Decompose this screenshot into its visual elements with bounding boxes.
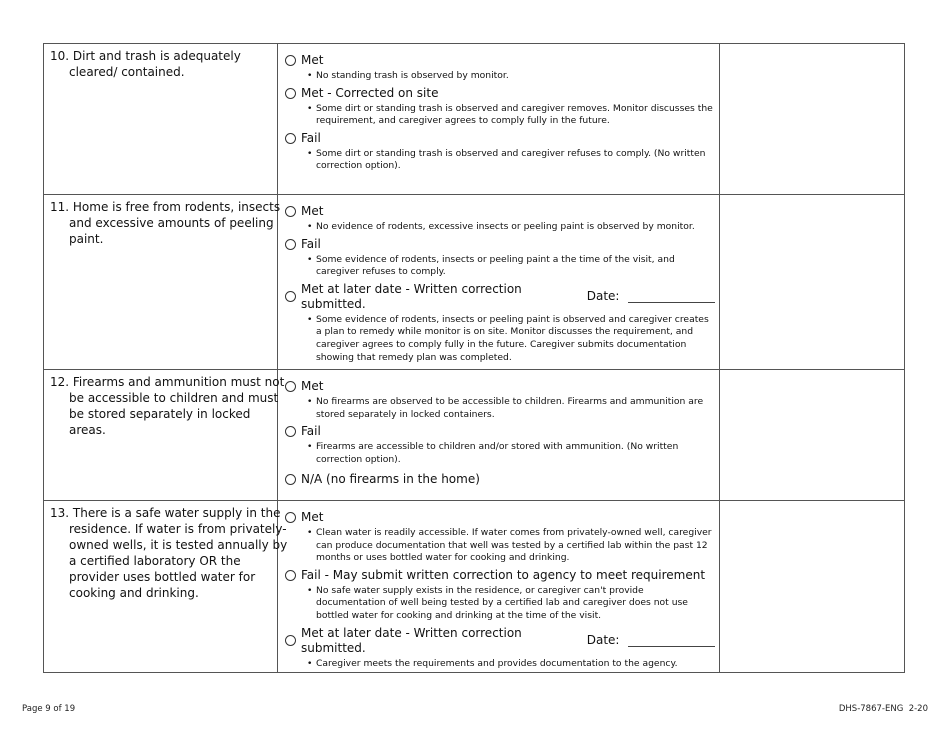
option-description: • No firearms are observed to be accessible to children. Firearms and ammunition are stored separately in locked containers. bbox=[307, 396, 704, 420]
option-description: • Some dirt or standing trash is observed and caregiver refuses to comply. (No written correction option). bbox=[307, 147, 706, 172]
option-description: • No evidence of rodents, excessive insects or peeling paint is observed by monitor. bbox=[307, 221, 695, 232]
radio-button[interactable] bbox=[285, 55, 296, 66]
options-group bbox=[285, 51, 715, 176]
option-met[interactable]: Met bbox=[285, 204, 715, 219]
table-row bbox=[44, 195, 904, 370]
table-row bbox=[44, 501, 904, 674]
radio-button[interactable] bbox=[285, 206, 296, 217]
option-met[interactable]: Met bbox=[285, 379, 715, 394]
requirement-text: 10. Dirt and trash is adequately cleared/ contained. bbox=[50, 49, 241, 79]
option-met-later-date[interactable]: Met at later date - Written correction submitted. Date: bbox=[285, 282, 715, 312]
table-row bbox=[44, 44, 904, 195]
date-field[interactable] bbox=[628, 291, 715, 303]
option-fail[interactable]: Fail bbox=[285, 424, 715, 439]
options-group bbox=[285, 377, 715, 487]
option-description: • Caregiver meets the requirements and provides documentation to the agency. bbox=[307, 657, 678, 669]
radio-button[interactable] bbox=[285, 570, 296, 581]
option-description: • Some evidence of rodents, insects or peeling paint is observed and caregiver creates a plan to remedy while monitor is on site. Monitor discusses the requirement, and caregiver agrees to comply fully in the future. Caregiver submits documentation showing that remedy plan was completed. bbox=[307, 313, 709, 363]
options-group bbox=[285, 508, 715, 673]
option-na[interactable]: N/A (no firearms in the home) bbox=[285, 472, 715, 487]
requirement-text: 13. There is a safe water supply in the residence. If water is from privately-owned wells, it is tested annually by a certified laboratory OR the provider uses bottled water for cooking and drinking. bbox=[50, 506, 288, 600]
option-fail[interactable]: Fail bbox=[285, 237, 715, 252]
requirement-text: 12. Firearms and ammunition must not be accessible to children and must be stored separately in locked areas. bbox=[50, 375, 285, 437]
radio-button[interactable] bbox=[285, 474, 296, 485]
radio-button[interactable] bbox=[285, 291, 296, 302]
radio-button[interactable] bbox=[285, 239, 296, 250]
option-description: • Firearms are accessible to children and/or stored with ammunition. (No written correction option). bbox=[307, 441, 679, 465]
date-label: Date: bbox=[586, 633, 620, 648]
radio-button[interactable] bbox=[285, 88, 296, 99]
option-description: • Clean water is readily accessible. If water comes from privately-owned well, caregiver can produce documentation that well was tested by a certified lab within the past 12 months or uses bottled water for cooking and drinking. bbox=[307, 527, 712, 564]
page-number: Page 9 of 19 bbox=[22, 704, 76, 714]
option-met-corrected[interactable]: Met - Corrected on site bbox=[285, 86, 715, 101]
requirement-text: 11. Home is free from rodents, insects and excessive amounts of peeling paint. bbox=[50, 200, 281, 246]
option-description: • Some dirt or standing trash is observed and caregiver removes. Monitor discusses the requirement, and caregiver agrees to comply fully in the future. bbox=[307, 102, 713, 127]
table-row bbox=[44, 370, 904, 501]
radio-button[interactable] bbox=[285, 381, 296, 392]
radio-button[interactable] bbox=[285, 133, 296, 144]
date-label: Date: bbox=[586, 289, 620, 304]
option-fail[interactable]: Fail bbox=[285, 131, 715, 146]
form-id: DHS-7867-ENG 2-20 bbox=[838, 704, 928, 714]
option-met[interactable]: Met bbox=[285, 53, 715, 68]
option-description: • Some evidence of rodents, insects or peeling paint a the time of the visit, and caregiver refuses to comply. bbox=[307, 253, 675, 278]
radio-button[interactable] bbox=[285, 426, 296, 437]
option-description: • No standing trash is observed by monitor. bbox=[307, 70, 509, 81]
date-field[interactable] bbox=[628, 635, 715, 647]
options-group bbox=[285, 202, 715, 367]
radio-button[interactable] bbox=[285, 635, 296, 646]
option-description: • No safe water supply exists in the residence, or caregiver can't provide documentation of well being tested by a certified lab and caregiver does not use bottled water for cooking and drinking at the time of the visit. bbox=[307, 584, 688, 621]
option-met-later-date[interactable]: Met at later date - Written correction submitted. Date: bbox=[285, 626, 715, 656]
option-met[interactable]: Met bbox=[285, 510, 715, 525]
option-fail-written-correction[interactable]: Fail - May submit written correction to agency to meet requirement bbox=[285, 568, 715, 583]
checklist-table bbox=[43, 43, 905, 673]
radio-button[interactable] bbox=[285, 512, 296, 523]
